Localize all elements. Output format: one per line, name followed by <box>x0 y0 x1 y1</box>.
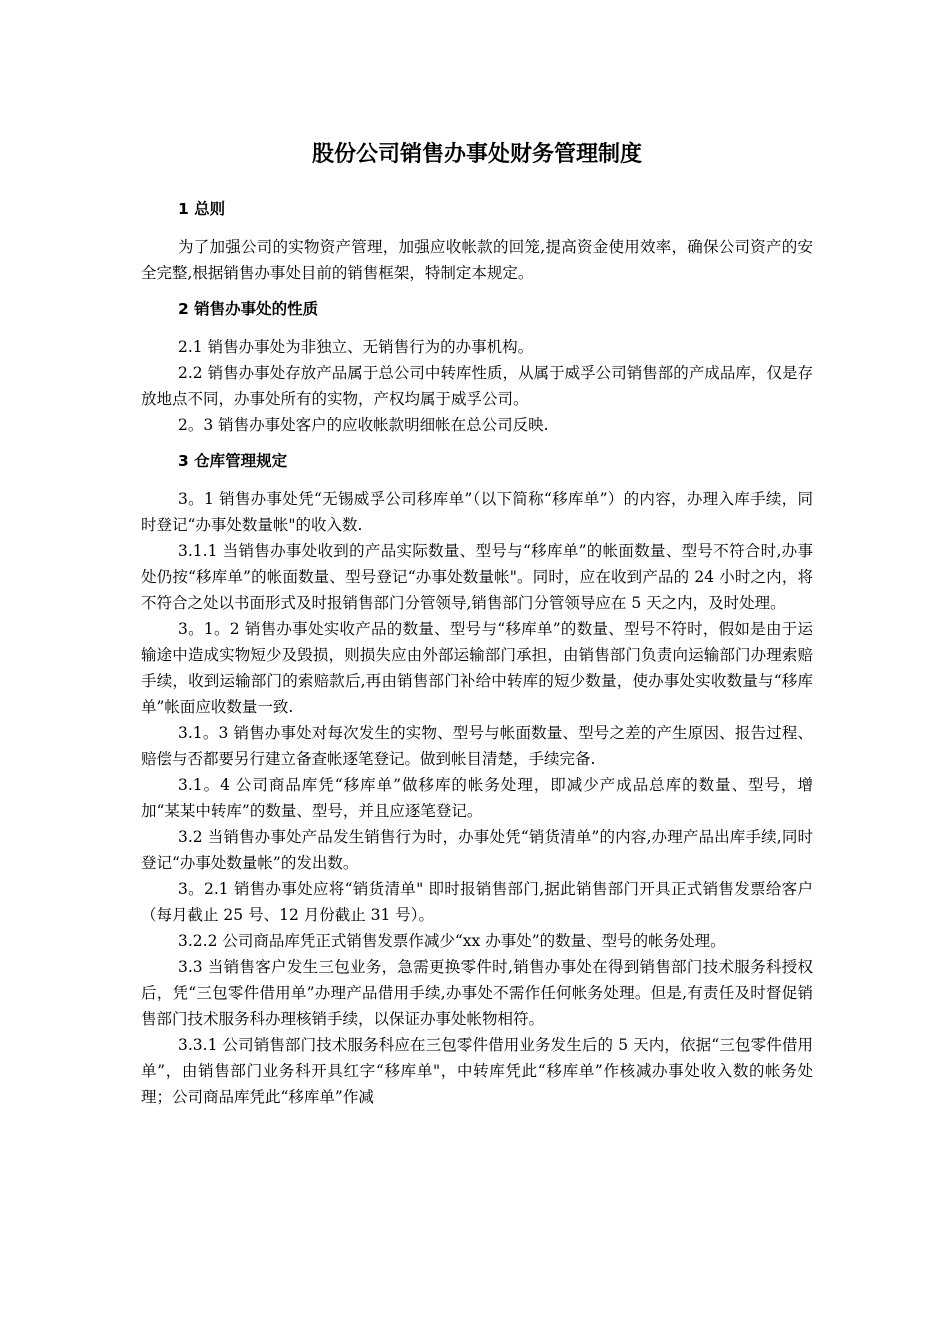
paragraph: 2.2 销售办事处存放产品属于总公司中转库性质，从属于威孚公司销售部的产成品库，仅是存放地点不同，办事处所有的实物，产权均属于威孚公司。 <box>141 364 813 408</box>
document-title: 股份公司销售办事处财务管理制度 <box>311 142 642 167</box>
section-heading-warehouse-rules: 3 仓库管理规定 <box>178 452 288 470</box>
paragraph: 3.3.1 公司销售部门技术服务科应在三包零件借用业务发生后的 5 天内，依据“三包零件借用单”，由销售部门业务科开具红字“移库单"，中转库凭此“移库单”作核减办事处收入数的帐务处理；公司商品库凭此“移库单”作减 <box>141 1036 813 1106</box>
document-body <box>141 140 813 1110</box>
paragraph: 3.2 当销售办事处产品发生销售行为时，办事处凭“销货清单”的内容,办理产品出库手续,同时登记“办事处数量帐”的发出数。 <box>141 828 813 872</box>
section-heading-office-nature: 2 销售办事处的性质 <box>178 300 319 318</box>
paragraph: 2.1 销售办事处为非独立、无销售行为的办事机构。 <box>178 338 534 356</box>
section-heading-general: 1 总则 <box>178 200 226 218</box>
paragraph: 2。3 销售办事处客户的应收帐款明细帐在总公司反映. <box>178 416 549 434</box>
paragraph: 3.3 当销售客户发生三包业务，急需更换零件时,销售办事处在得到销售部门技术服务科授权后，凭“三包零件借用单”办理产品借用手续,办事处不需作任何帐务处理。但是,有责任及时督促销售部门技术服务科办理核销手续，以保证办事处帐物相符。 <box>141 958 813 1028</box>
paragraph: 为了加强公司的实物资产管理，加强应收帐款的回笼,提高资金使用效率，确保公司资产的安全完整,根据销售办事处目前的销售框架，特制定本规定。 <box>141 238 813 282</box>
paragraph: 3。2.1 销售办事处应将“销货清单" 即时报销售部门,据此销售部门开具正式销售发票给客户（每月截止 25 号、12 月份截止 31 号）。 <box>141 880 813 924</box>
paragraph: 3.1.1 当销售办事处收到的产品实际数量、型号与“移库单”的帐面数量、型号不符合时,办事处仍按“移库单”的帐面数量、型号登记“办事处数量帐"。同时，应在收到产品的 24 小时之内，将不符合之处以书面形式及时报销售部门分管领导,销售部门分管领导应在 5 天之内，及时处理。 <box>141 542 813 612</box>
paragraph: 3.2.2 公司商品库凭正式销售发票作减少“xx 办事处”的数量、型号的帐务处理。 <box>178 932 726 950</box>
paragraph: 3.1。4 公司商品库凭“移库单”做移库的帐务处理，即减少产成品总库的数量、型号，增加“某某中转库”的数量、型号，并且应逐笔登记。 <box>141 776 813 820</box>
paragraph: 3.1。3 销售办事处对每次发生的实物、型号与帐面数量、型号之差的产生原因、报告过程、赔偿与否都要另行建立备查帐逐笔登记。做到帐目清楚，手续完备. <box>141 724 813 768</box>
paragraph: 3。1。2 销售办事处实收产品的数量、型号与“移库单”的数量、型号不符时，假如是由于运输途中造成实物短少及毁损，则损失应由外部运输部门承担，由销售部门负责向运输部门办理索赔手续，收到运输部门的索赔款后,再由销售部门补给中转库的短少数量，使办事处实收数量与“移库单”帐面应收数量一致. <box>141 620 813 716</box>
paragraph: 3。1 销售办事处凭“无锡威孚公司移库单”（以下简称“移库单”）的内容，办理入库手续，同时登记“办事处数量帐"的收入数. <box>141 490 813 534</box>
